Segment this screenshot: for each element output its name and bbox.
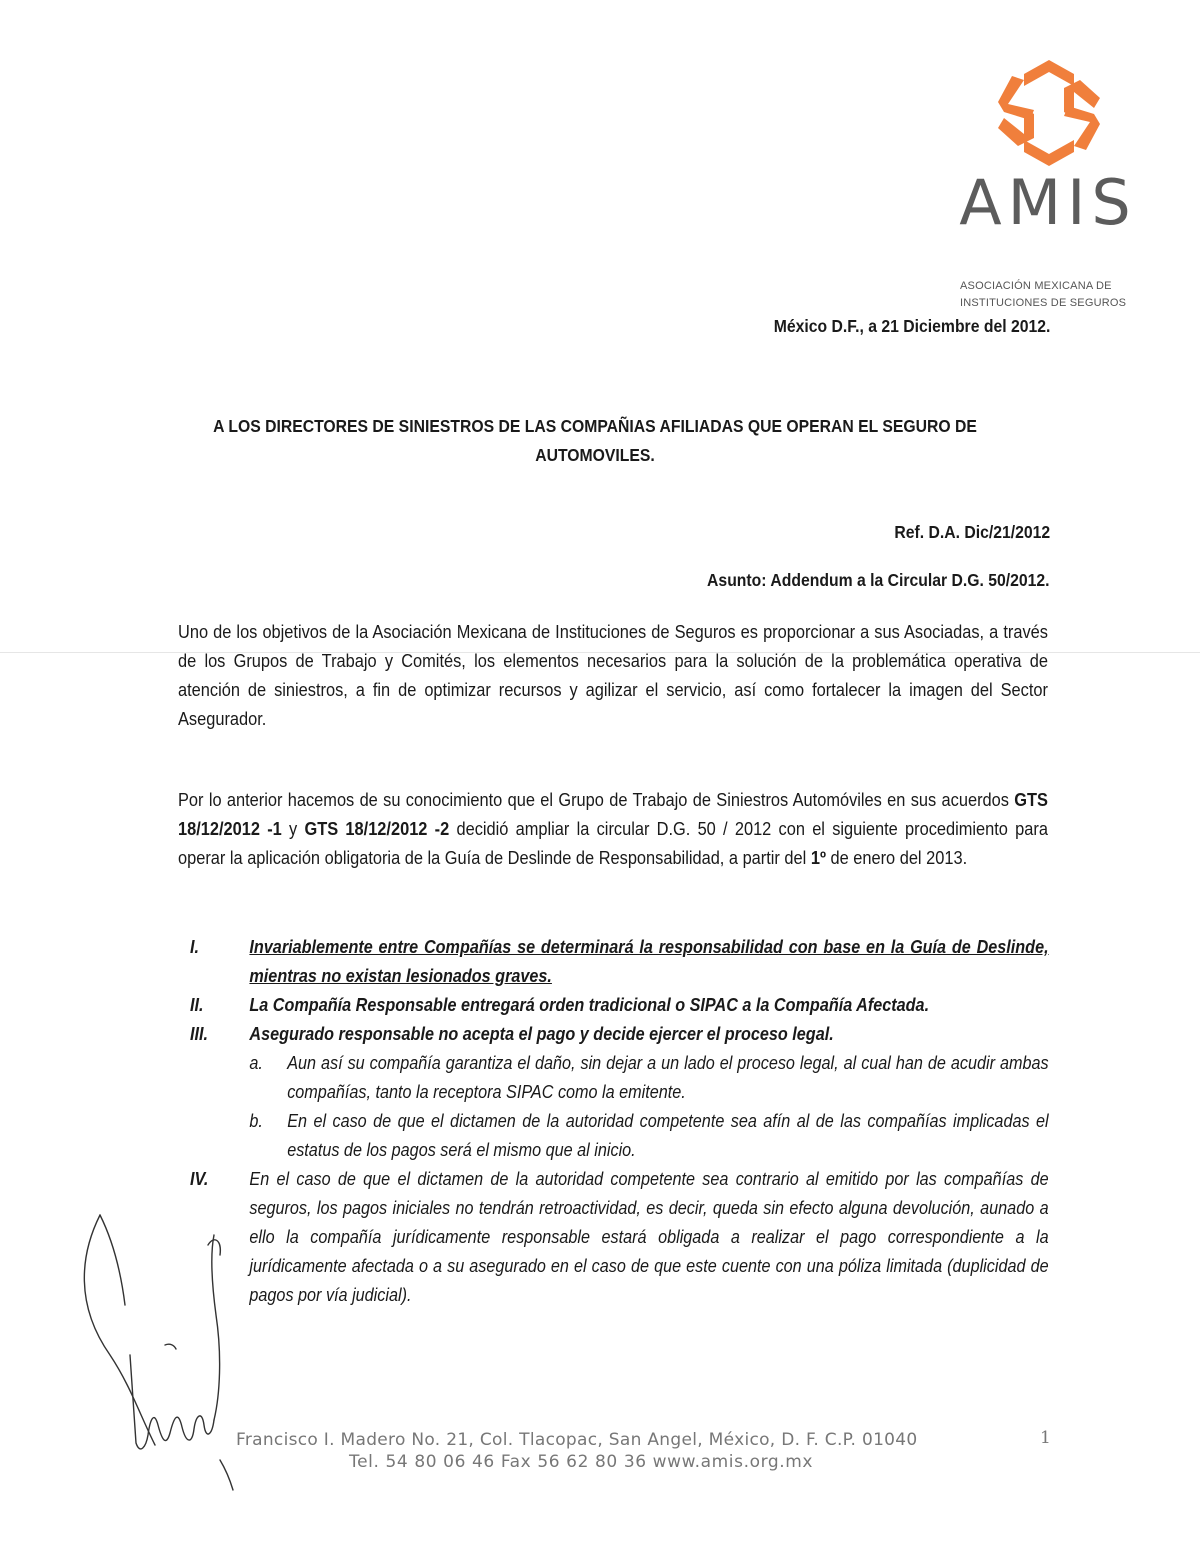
list-item-number: II. [190, 995, 204, 1015]
list-item [190, 1165, 1054, 1310]
agreement-code-2: GTS 18/12/2012 -2 [304, 819, 450, 839]
list-item [190, 933, 1054, 991]
agreement-text-2: y [281, 819, 305, 839]
list-item-number: I. [190, 937, 200, 957]
list-item [190, 1020, 1054, 1049]
sub-list-item-text: En el caso de que el dictamen de la autoridad competente sea afín al de las compañías implicadas el estatus de los pagos será el mismo que al inicio. [287, 1111, 1049, 1160]
page-number: 1 [1040, 1428, 1051, 1448]
sub-list-item [249, 1049, 1054, 1107]
footer-address: Francisco I. Madero No. 21, Col. Tlacopac, San Angel, México, D. F. C.P. 01040 [236, 1430, 918, 1450]
logo-subtitle-line2: INSTITUCIONES DE SEGUROS [960, 297, 1127, 309]
logo-subtitle-line1: ASOCIACIÓN MEXICANA DE [960, 280, 1112, 292]
agreement-ordinal: 1º [810, 848, 826, 868]
logo-wordmark: AMIS [959, 166, 1137, 239]
agreement-text-3: decidió ampliar la circular D.G. 50 / 2012 con el siguiente procedimiento para operar la aplicación obligatoria de la Guía de Deslinde de Responsabilidad, a partir del [178, 819, 1048, 868]
letter-addressee: A LOS DIRECTORES DE SINIESTROS DE LAS COMPAÑIAS AFILIADAS QUE OPERAN EL SEGURO DE AUTOMOVILES. [213, 416, 977, 465]
letter-reference: Ref. D.A. Dic/21/2012 [894, 522, 1050, 542]
list-item-number: IV. [190, 1169, 209, 1189]
letter-date: México D.F., a 21 Diciembre del 2012. [773, 316, 1050, 336]
list-item-text: La Compañía Responsable entregará orden tradicional o SIPAC a la Compañía Afectada. [249, 995, 930, 1015]
sub-list-item-letter: b. [249, 1111, 263, 1131]
agreement-text-1: Por lo anterior hacemos de su conocimiento que el Grupo de Trabajo de Siniestros Automóviles en sus acuerdos [178, 790, 1015, 810]
agreement-code-1: GTS 18/12/2012 -1 [178, 790, 1048, 839]
list-item-text: Invariablemente entre Compañías se determinará la responsabilidad con base en la Guía de Deslinde, mientras no existan lesionados graves. [249, 937, 1049, 986]
letter-footer [236, 1430, 996, 1472]
list-item-number: III. [190, 1024, 209, 1044]
footer-contact: Tel. 54 80 06 46 Fax 56 62 80 36 www.amis.org.mx [349, 1452, 814, 1472]
agreement-text-4: de enero del 2013. [825, 848, 968, 868]
list-item [190, 991, 1054, 1020]
procedure-list [190, 933, 1054, 1310]
sub-list-item-text: Aun así su compañía garantiza el daño, sin dejar a un lado el proceso legal, al cual han de acudir ambas compañías, tanto la receptora SIPAC como la emitente. [287, 1053, 1049, 1102]
intro-paragraph: Uno de los objetivos de la Asociación Mexicana de Instituciones de Seguros es proporcionar a sus Asociadas, a través de los Grupos de Trabajo y Comités, los elementos necesarios para la solución de la problemática operativa de atención de siniestros, a fin de optimizar recursos y agilizar el servicio, así como fortalecer la imagen del Sector Asegurador. [178, 622, 1048, 729]
letter-subject: Asunto: Addendum a la Circular D.G. 50/2012. [707, 570, 1050, 590]
list-item-text: En el caso de que el dictamen de la autoridad competente sea contrario al emitido por las compañías de seguros, los pagos iniciales no tendrán retroactividad, es decir, queda sin efecto alguna devolución, aunado a ello la compañía jurídicamente responsable estará obligada a realizar el pago correspondiente a la jurídicamente afectada o a su asegurado en el caso de que este cuente con una póliza limitada (duplicidad de pagos por vía judicial). [249, 1169, 1049, 1305]
amis-hexagon-mark-icon [994, 58, 1104, 168]
agreement-paragraph [178, 786, 1048, 873]
sub-list-item-letter: a. [249, 1053, 263, 1073]
amis-logo [958, 58, 1138, 309]
sub-list-item [249, 1107, 1054, 1165]
list-item-text: Asegurado responsable no acepta el pago y decide ejercer el proceso legal. [249, 1024, 834, 1044]
handwritten-signature-icon [70, 1195, 260, 1495]
